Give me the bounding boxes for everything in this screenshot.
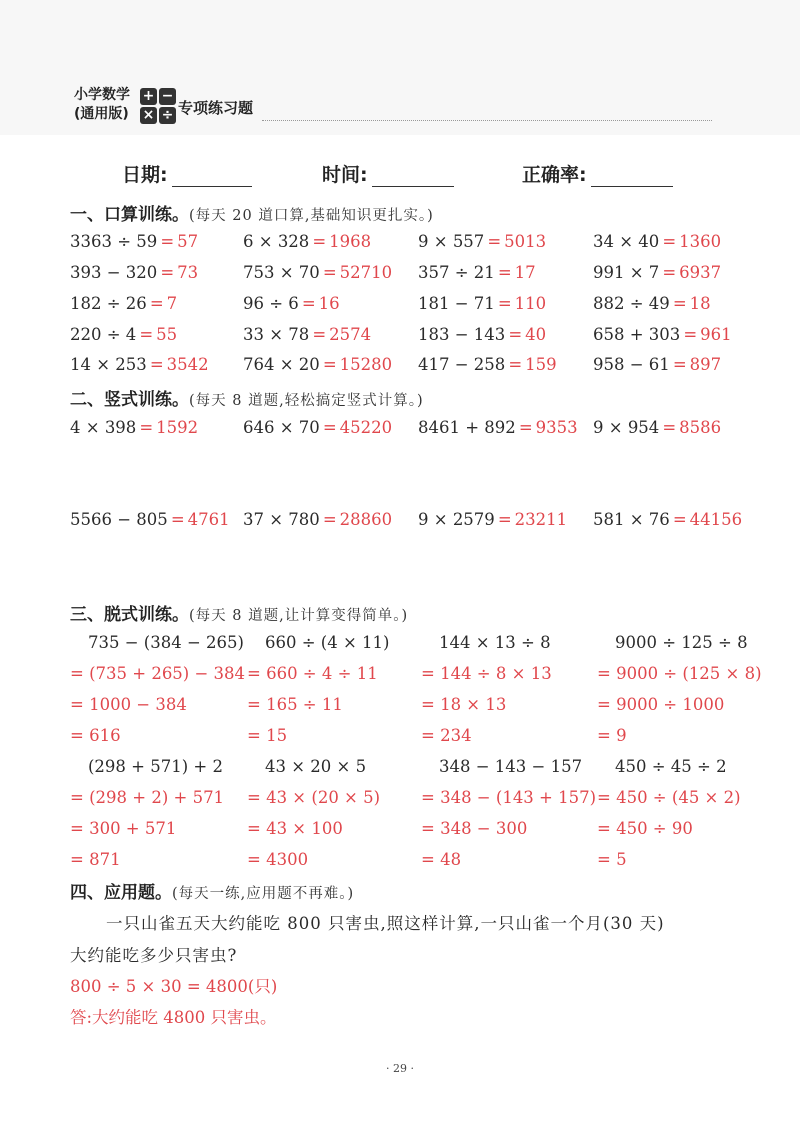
equals-sign: = [497, 294, 512, 313]
problem-answer: 110 [514, 294, 547, 313]
minus-icon: − [159, 88, 176, 105]
problem-answer: 55 [156, 325, 178, 344]
oral-problem [593, 325, 732, 344]
problem-answer: 1360 [679, 232, 722, 251]
oral-problem [418, 294, 546, 313]
vertical-problem [593, 510, 742, 529]
time-field [322, 160, 454, 187]
oral-problem [70, 325, 177, 344]
problem-expression: 958 − 61 [593, 355, 670, 374]
problem-expression: 357 ÷ 21 [418, 263, 495, 282]
stepwise-step: = 15 [247, 726, 288, 745]
stepwise-step: = 871 [70, 850, 121, 869]
problem-expression: 8461 + 892 [418, 418, 516, 437]
problem-answer: 9353 [535, 418, 578, 437]
stepwise-step: = 9000 ÷ (125 × 8) [597, 664, 762, 683]
oral-problem [593, 355, 721, 374]
time-blank[interactable] [372, 164, 454, 187]
stepwise-step: = 450 ÷ (45 × 2) [597, 788, 741, 807]
problem-expression: 991 × 7 [593, 263, 660, 282]
oral-problem [243, 325, 371, 344]
oral-problem [243, 294, 340, 313]
oral-problem [70, 294, 177, 313]
stepwise-step: = 616 [70, 726, 121, 745]
date-blank[interactable] [172, 164, 252, 187]
vertical-problem [593, 418, 721, 437]
problem-answer: 18 [689, 294, 711, 313]
problem-answer: 8586 [679, 418, 722, 437]
stepwise-step: = 48 [421, 850, 462, 869]
problem-expression: 646 × 70 [243, 418, 320, 437]
problem-expression: 882 ÷ 49 [593, 294, 670, 313]
equals-sign: = [672, 510, 687, 529]
problem-answer: 2574 [329, 325, 372, 344]
word-problem-line1: 一只山雀五天大约能吃 800 只害虫,照这样计算,一只山雀一个月(30 天) [106, 914, 665, 933]
accuracy-label: 正确率: [522, 164, 587, 186]
problem-expression: 37 × 780 [243, 510, 320, 529]
section-note: (每天 20 道口算,基础知识更扎实。) [189, 208, 434, 224]
stepwise-step: = 660 ÷ 4 ÷ 11 [247, 664, 378, 683]
multiply-icon: × [140, 107, 157, 124]
oral-problem [243, 263, 392, 282]
oral-problem [418, 325, 546, 344]
brand-line1: 小学数学 [74, 87, 130, 103]
divide-icon: ÷ [159, 107, 176, 124]
section-title-vertical [70, 385, 424, 410]
stepwise-expression: (298 + 571) + 2 [88, 757, 223, 776]
worksheet-title: 专项练习题 [178, 99, 254, 117]
stepwise-step: = 1000 − 384 [70, 695, 187, 714]
stepwise-step: = 234 [421, 726, 472, 745]
stepwise-expression: 450 ÷ 45 ÷ 2 [615, 757, 727, 776]
stepwise-step: = 5 [597, 850, 627, 869]
problem-answer: 6937 [679, 263, 722, 282]
equals-sign: = [139, 418, 154, 437]
oral-problem [593, 232, 721, 251]
section-note: (每天 8 道题,让计算变得简单。) [189, 608, 409, 624]
stepwise-expression: 348 − 143 − 157 [439, 757, 583, 776]
vertical-problem [418, 510, 567, 529]
problem-answer: 17 [514, 263, 536, 282]
stepwise-expression: 735 − (384 − 265) [88, 633, 244, 652]
oral-problem [70, 232, 198, 251]
equals-sign: = [312, 232, 327, 251]
problem-expression: 753 × 70 [243, 263, 320, 282]
equals-sign: = [487, 232, 502, 251]
word-problem-answer: 答:大约能吃 4800 只害虫。 [70, 1008, 277, 1027]
problem-expression: 581 × 76 [593, 510, 670, 529]
oral-problem [70, 263, 198, 282]
equals-sign: = [662, 263, 677, 282]
word-problem-line2: 大约能吃多少只害虫? [70, 946, 238, 965]
vertical-problem [70, 418, 198, 437]
oral-problem [70, 355, 209, 374]
problem-answer: 7 [166, 294, 178, 313]
problem-expression: 220 ÷ 4 [70, 325, 137, 344]
oral-problem [418, 355, 557, 374]
problem-answer: 28860 [339, 510, 393, 529]
vertical-problem [243, 418, 392, 437]
problem-answer: 1968 [329, 232, 372, 251]
stepwise-expression: 43 × 20 × 5 [265, 757, 367, 776]
section-title-stepwise [70, 600, 408, 625]
oral-problem [593, 294, 711, 313]
equals-sign: = [149, 355, 164, 374]
problem-answer: 40 [525, 325, 547, 344]
stepwise-expression: 660 ÷ (4 × 11) [265, 633, 390, 652]
oral-problem [418, 232, 546, 251]
problem-answer: 16 [318, 294, 340, 313]
equals-sign: = [322, 263, 337, 282]
section-heading: 一、口算训练。 [70, 205, 189, 225]
date-label: 日期: [122, 164, 168, 186]
header-divider [262, 120, 712, 121]
stepwise-step: = 9000 ÷ 1000 [597, 695, 725, 714]
problem-expression: 4 × 398 [70, 418, 137, 437]
stepwise-step: = 4300 [247, 850, 309, 869]
problem-answer: 159 [525, 355, 557, 374]
problem-expression: 96 ÷ 6 [243, 294, 299, 313]
equals-sign: = [508, 355, 523, 374]
stepwise-expression: 144 × 13 ÷ 8 [439, 633, 551, 652]
vertical-problem [70, 510, 230, 529]
stepwise-step: = (735 + 265) − 384 [70, 664, 246, 683]
stepwise-step: = 144 ÷ 8 × 13 [421, 664, 552, 683]
problem-answer: 4761 [187, 510, 230, 529]
stepwise-step: = 165 ÷ 11 [247, 695, 343, 714]
problem-expression: 181 − 71 [418, 294, 495, 313]
problem-expression: 34 × 40 [593, 232, 660, 251]
equals-sign: = [683, 325, 698, 344]
section-note: (每天 8 道题,轻松搞定竖式计算。) [189, 393, 424, 409]
equals-sign: = [672, 294, 687, 313]
section-heading: 四、应用题。 [70, 883, 172, 903]
problem-answer: 897 [689, 355, 722, 374]
problem-answer: 15280 [339, 355, 393, 374]
equals-sign: = [322, 355, 337, 374]
problem-expression: 764 × 20 [243, 355, 320, 374]
accuracy-field [522, 160, 673, 187]
stepwise-step: = 348 − 300 [421, 819, 528, 838]
word-problem-calculation: 800 ÷ 5 × 30 = 4800(只) [70, 977, 278, 996]
section-heading: 三、脱式训练。 [70, 605, 189, 625]
equals-sign: = [139, 325, 154, 344]
problem-answer: 45220 [339, 418, 393, 437]
problem-answer: 961 [700, 325, 732, 344]
equals-sign: = [662, 232, 677, 251]
brand-line2: (通用版) [74, 106, 129, 122]
oral-problem [418, 263, 536, 282]
time-label: 时间: [322, 164, 368, 186]
equals-sign: = [160, 263, 175, 282]
equals-sign: = [322, 510, 337, 529]
equals-sign: = [149, 294, 164, 313]
vertical-problem [418, 418, 578, 437]
problem-answer: 5013 [504, 232, 547, 251]
equals-sign: = [322, 418, 337, 437]
equals-sign: = [160, 232, 175, 251]
problem-answer: 57 [177, 232, 199, 251]
problem-expression: 183 − 143 [418, 325, 506, 344]
problem-expression: 33 × 78 [243, 325, 310, 344]
problem-expression: 5566 − 805 [70, 510, 168, 529]
oral-problem [243, 232, 371, 251]
stepwise-step: = 300 + 571 [70, 819, 177, 838]
stepwise-step: = 43 × 100 [247, 819, 343, 838]
section-title-oral [70, 200, 434, 225]
accuracy-blank[interactable] [591, 164, 673, 187]
oral-problem [593, 263, 721, 282]
problem-expression: 9 × 557 [418, 232, 485, 251]
equals-sign: = [497, 263, 512, 282]
vertical-problem [243, 510, 392, 529]
problem-expression: 182 ÷ 26 [70, 294, 147, 313]
equals-sign: = [672, 355, 687, 374]
problem-answer: 52710 [339, 263, 393, 282]
plus-icon: + [140, 88, 157, 105]
operator-icon-grid [140, 88, 176, 124]
equals-sign: = [497, 510, 512, 529]
equals-sign: = [508, 325, 523, 344]
section-note: (每天一练,应用题不再难。) [172, 886, 355, 902]
stepwise-step: = (298 + 2) + 571 [70, 788, 225, 807]
problem-answer: 1592 [156, 418, 199, 437]
problem-expression: 393 − 320 [70, 263, 158, 282]
equals-sign: = [312, 325, 327, 344]
date-field [122, 160, 252, 187]
brand-label [74, 86, 130, 124]
equals-sign: = [662, 418, 677, 437]
problem-answer: 23211 [514, 510, 568, 529]
stepwise-expression: 9000 ÷ 125 ÷ 8 [615, 633, 748, 652]
stepwise-step: = 450 ÷ 90 [597, 819, 693, 838]
problem-answer: 73 [177, 263, 199, 282]
problem-answer: 3542 [166, 355, 209, 374]
equals-sign: = [518, 418, 533, 437]
stepwise-step: = 18 × 13 [421, 695, 507, 714]
section-title-word [70, 878, 354, 903]
section-heading: 二、竖式训练。 [70, 390, 189, 410]
problem-expression: 3363 ÷ 59 [70, 232, 158, 251]
problem-expression: 658 + 303 [593, 325, 681, 344]
stepwise-step: = 348 − (143 + 157) [421, 788, 597, 807]
problem-expression: 14 × 253 [70, 355, 147, 374]
oral-problem [243, 355, 392, 374]
problem-expression: 9 × 2579 [418, 510, 495, 529]
problem-expression: 417 − 258 [418, 355, 506, 374]
equals-sign: = [170, 510, 185, 529]
page-number: · 29 · [386, 1062, 414, 1075]
problem-expression: 6 × 328 [243, 232, 310, 251]
problem-expression: 9 × 954 [593, 418, 660, 437]
stepwise-step: = 9 [597, 726, 627, 745]
stepwise-step: = 43 × (20 × 5) [247, 788, 381, 807]
equals-sign: = [301, 294, 316, 313]
problem-answer: 44156 [689, 510, 743, 529]
